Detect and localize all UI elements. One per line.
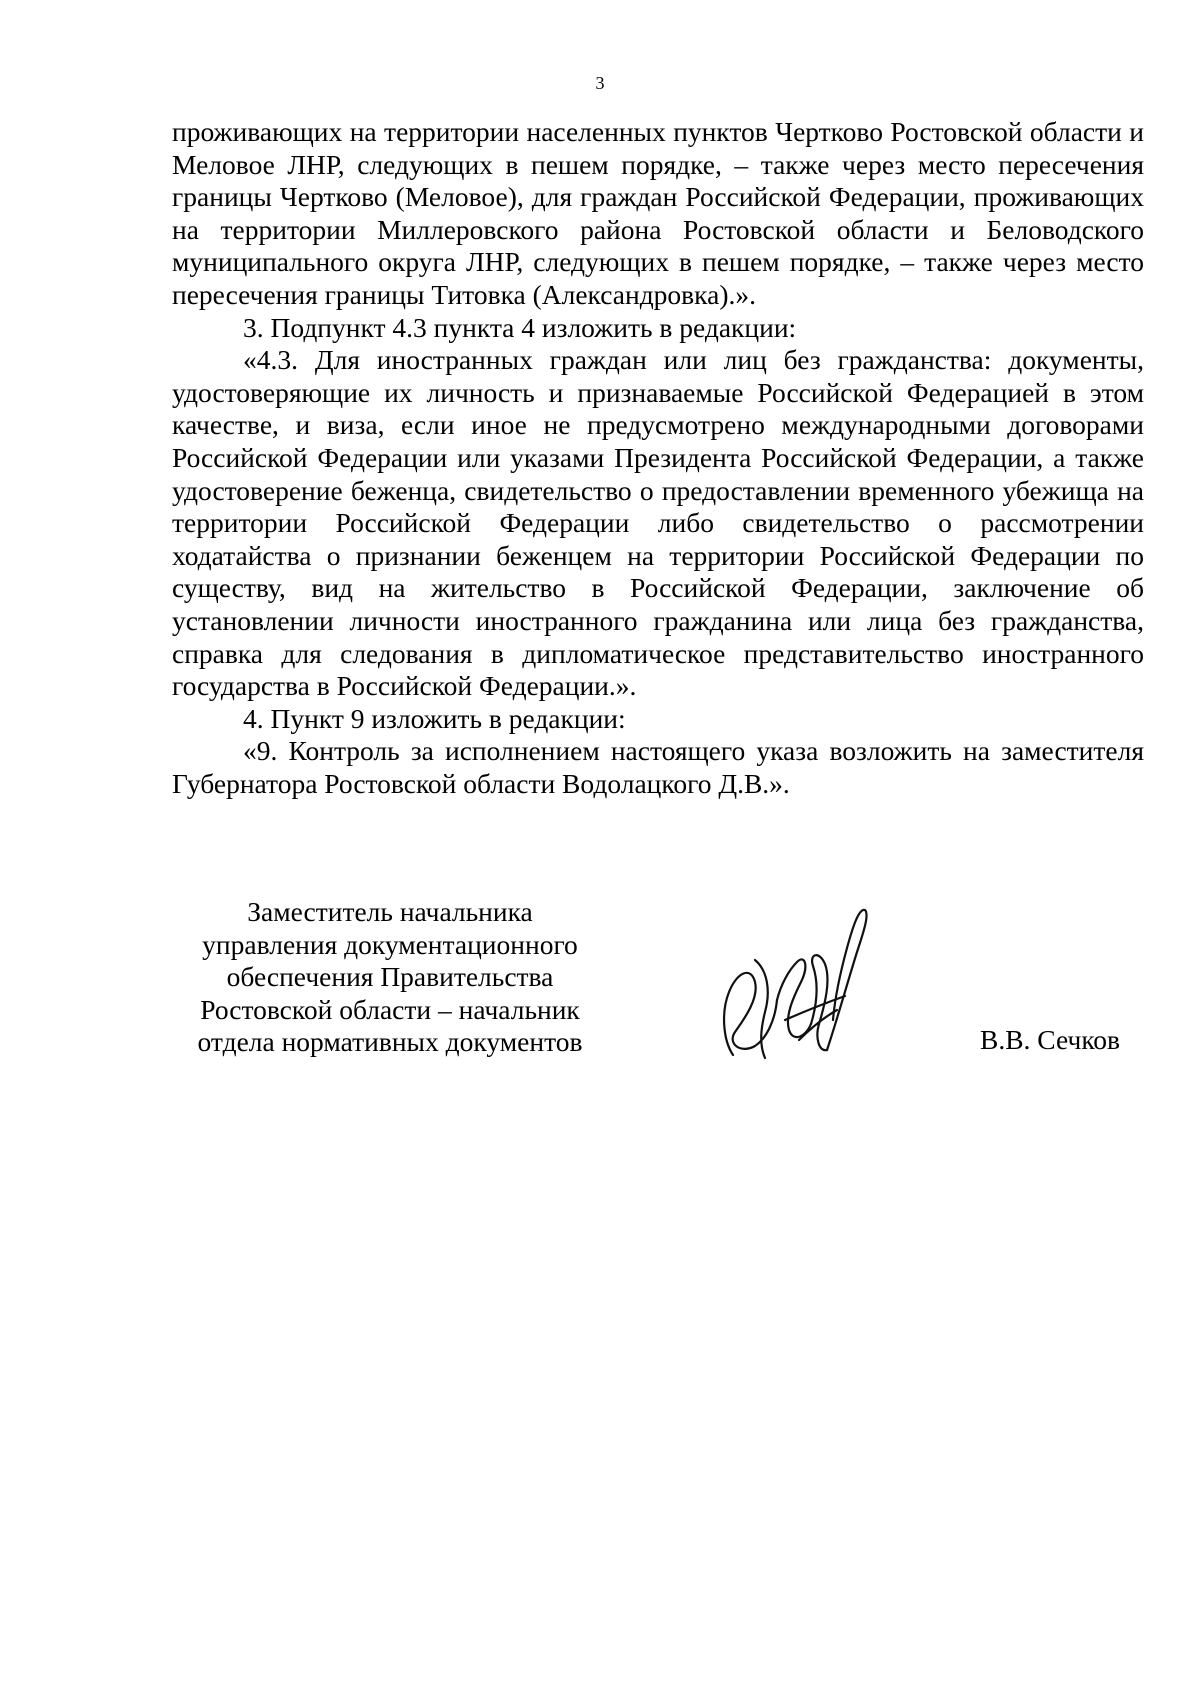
page-number: 3 xyxy=(595,73,605,93)
document-body xyxy=(172,116,1144,800)
signer-name: В.В. Сечков xyxy=(980,1024,1121,1055)
handwritten-signature xyxy=(715,900,875,1070)
paragraph-item-4: 4. Пункт 9 изложить в редакции: xyxy=(243,702,626,734)
paragraph-continuation: проживающих на территории населенных пунктов Чертково Ростовской области и Меловое ЛНР, следующих в пешем порядке, – также через место пересечения границы Чертково (Меловое), для граждан Российской Федерации, проживающих на территории Миллеровского района Ростовской области и Беловодского муниципального округа ЛНР, следующих в пешем порядке, – также через место пересечения границы Титовка (Александровка).». xyxy=(172,116,1144,310)
paragraph-item-3: 3. Подпункт 4.3 пункта 4 изложить в редакции: xyxy=(243,311,797,343)
signatory-title-line: Заместитель начальника xyxy=(247,896,533,927)
signatory-title-line: обеспечения Правительства xyxy=(226,961,554,992)
signatory-title-line: отдела нормативных документов xyxy=(197,1026,583,1057)
signatory-title-line: Ростовской области – начальник xyxy=(200,993,580,1025)
paragraph-subitem-4-3: «4.3. Для иностранных граждан или лиц без гражданства: документы, удостоверяющие их личность и признаваемые Российской Федерацией в этом качестве, и виза, если иное не предусмотрено международными договорами Российской Федерации или указами Президента Российской Федерации, а также удостоверение беженца, свидетельство о предоставлении временного убежища на территории Российской Федерации либо свидетельство о рассмотрении ходатайства о признании беженцем на территории Российской Федерации по существу, вид на жительство в Российской Федерации, заключение об установлении личности иностранного гражданина или лица без гражданства, справка для следования в дипломатическое представительство иностранного государства в Российской Федерации.». xyxy=(172,344,1144,702)
signatory-title-line: управления документационного xyxy=(202,928,578,960)
signatory-title xyxy=(170,896,610,1059)
paragraph-item-9: «9. Контроль за исполнением настоящего указа возложить на заместителя Губернатора Ростовской области Водолацкого Д.В.». xyxy=(172,735,1144,799)
